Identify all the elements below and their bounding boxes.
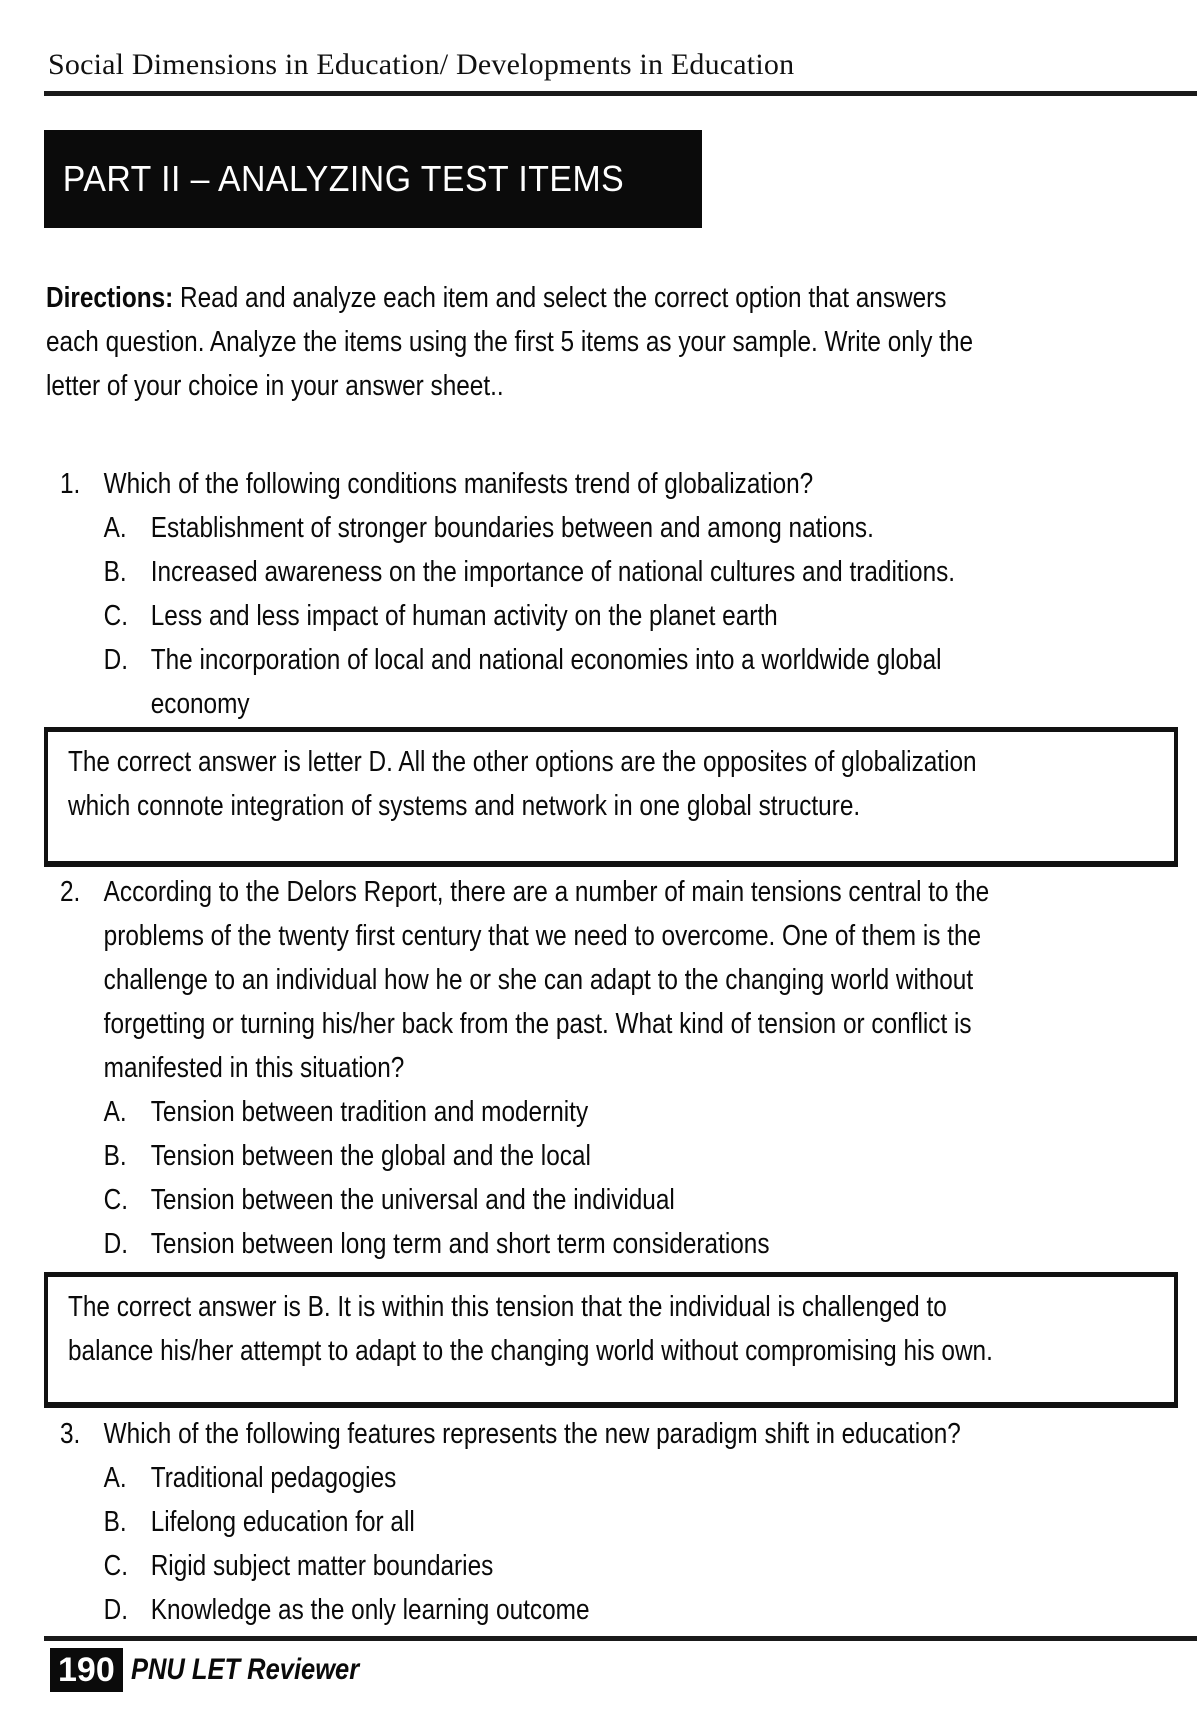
option-d-continued [60,682,955,726]
answer-line: which connote integration of systems and network in one global structure. [68,790,861,822]
option-text: Rigid subject matter boundaries [150,1550,494,1582]
option-letter: D. [103,1594,129,1626]
directions-text: Read and analyze each item and select the correct option that answers [173,282,947,314]
option-a [60,1456,961,1500]
option-d [60,638,955,682]
option-letter: A. [103,1096,127,1128]
answer-box-2 [44,1272,1178,1408]
option-a [60,506,955,550]
directions [46,276,973,408]
option-d [60,1588,961,1632]
option-text: Lifelong education for all [150,1506,415,1538]
question-stem [60,870,989,914]
option-text: Tension between the universal and the individual [150,1184,675,1216]
question-text: According to the Delors Report, there are a number of main tensions central to the [103,876,990,908]
option-text: economy [150,688,250,720]
question-stem [60,1412,961,1456]
page-footer [50,1648,399,1692]
option-text: Tension between tradition and modernity [150,1096,589,1128]
directions-label: Directions: [46,282,174,314]
answer-line: The correct answer is letter D. All the other options are the opposites of globalization [68,746,977,778]
question-text: manifested in this situation? [103,1052,405,1084]
footer-rule [44,1636,1197,1641]
option-letter: D. [103,1228,129,1260]
option-letter: C. [103,1550,129,1582]
answer-line: The correct answer is B. It is within this tension that the individual is challenged to [68,1291,947,1323]
option-text: Knowledge as the only learning outcome [150,1594,590,1626]
directions-line: each question. Analyze the items using the first 5 items as your sample. Write only the [46,326,974,358]
question-3 [60,1412,961,1632]
question-text: forgetting or turning his/her back from the past. What kind of tension or conflict is [103,1008,972,1040]
answer-explanation [68,1285,993,1373]
page-number: 190 [50,1648,123,1692]
option-text: Traditional pedagogies [150,1462,397,1494]
option-text: The incorporation of local and national economies into a worldwide global [150,644,942,676]
option-a [60,1090,989,1134]
question-text: Which of the following conditions manifests trend of globalization? [103,468,814,500]
option-letter: D. [103,644,129,676]
option-letter: A. [103,512,127,544]
section-banner [44,130,702,228]
question-number: 3. [60,1418,81,1450]
question-number: 1. [60,468,81,500]
option-letter: C. [103,600,129,632]
option-b [60,550,955,594]
option-letter: B. [103,1506,127,1538]
option-b [60,1134,989,1178]
question-2 [60,870,989,1266]
book-title: PNU LET Reviewer [130,1653,359,1686]
option-text: Tension between the global and the local [150,1140,591,1172]
directions-line: letter of your choice in your answer sheet.. [46,370,504,402]
option-d [60,1222,989,1266]
option-text: Less and less impact of human activity on the planet earth [150,600,778,632]
option-text: Tension between long term and short term considerations [150,1228,770,1260]
option-c [60,1544,961,1588]
answer-box-1 [44,727,1178,867]
question-text: Which of the following features represents the new paradigm shift in education? [103,1418,961,1450]
question-text: challenge to an individual how he or she can adapt to the changing world without [103,964,974,996]
answer-line: balance his/her attempt to adapt to the changing world without compromising his own. [68,1335,993,1367]
question-stem [60,462,955,506]
header-rule [44,91,1197,96]
question-number: 2. [60,876,81,908]
directions-line [46,276,973,320]
running-header: Social Dimensions in Education/ Developments in Education [48,48,795,81]
option-c [60,594,955,638]
question-1 [60,462,955,726]
section-title: PART II – ANALYZING TEST ITEMS [62,158,625,199]
option-text: Establishment of stronger boundaries between and among nations. [150,512,874,544]
option-b [60,1500,961,1544]
option-letter: C. [103,1184,129,1216]
option-text: Increased awareness on the importance of national cultures and traditions. [150,556,956,588]
option-letter: A. [103,1462,127,1494]
answer-explanation [68,740,980,828]
option-c [60,1178,989,1222]
option-letter: B. [103,1140,127,1172]
question-text: problems of the twenty first century that we need to overcome. One of them is the [103,920,982,952]
option-letter: B. [103,556,127,588]
